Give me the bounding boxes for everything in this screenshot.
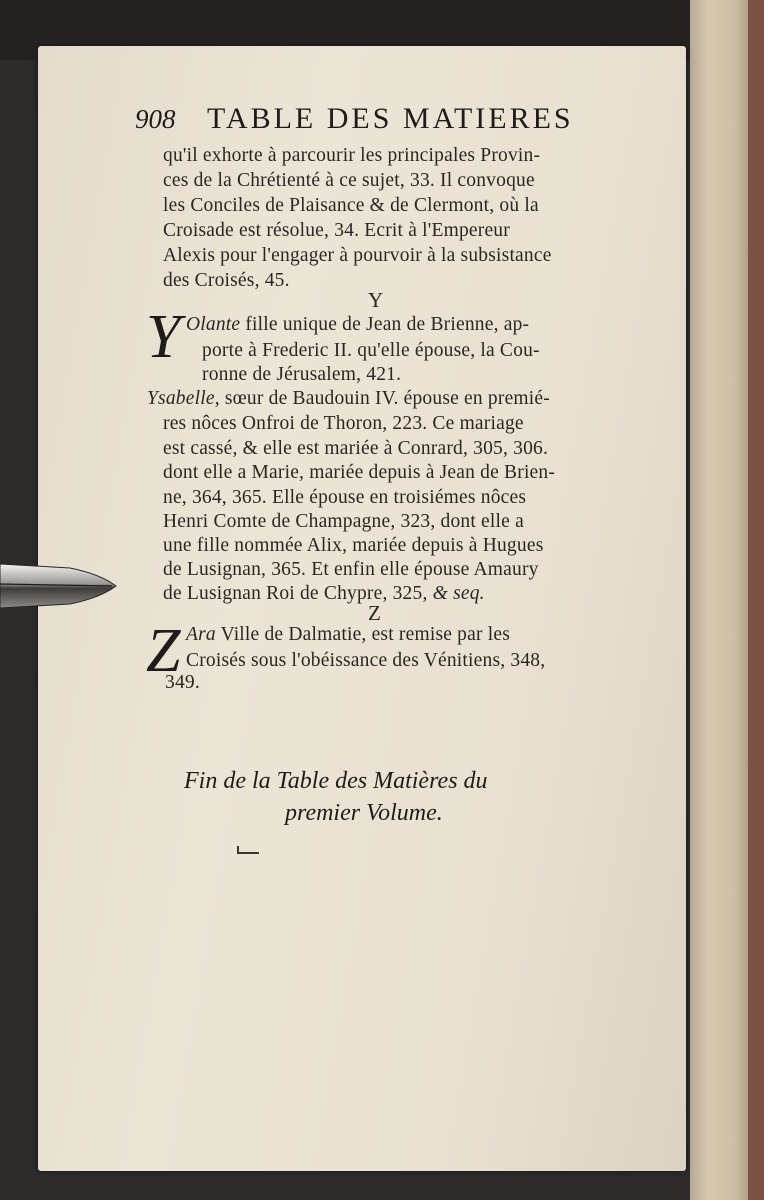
page-number: 908 bbox=[135, 104, 176, 134]
text-line bbox=[163, 583, 485, 605]
end-note-line-2: premier Volume. bbox=[285, 800, 443, 826]
index-entry-ysabelle bbox=[147, 388, 550, 410]
entry-text: Ville de Dalmatie, est remise par les bbox=[215, 624, 510, 645]
entry-keyword: Ara bbox=[186, 624, 216, 645]
bookmark-pointer-icon bbox=[0, 560, 118, 612]
text-line: res nôces Onfroi de Thoron, 223. Ce mariage bbox=[163, 413, 524, 434]
text-line: des Croisés, 45. bbox=[163, 270, 290, 291]
text-line: est cassé, & elle est mariée à Conrard, 305, 306. bbox=[163, 438, 549, 459]
entry-keyword: Olante bbox=[186, 314, 241, 335]
text-line: 349. bbox=[165, 672, 200, 693]
entry-text: , sœur de Baudouin IV. épouse en premié- bbox=[214, 388, 550, 409]
text-line: les Conciles de Plaisance & de Clermont, où la bbox=[163, 195, 539, 216]
index-entry-zara bbox=[186, 624, 510, 646]
entry-text: de Lusignan Roi de Chypre, 325, bbox=[163, 583, 433, 604]
page-header bbox=[135, 100, 585, 140]
section-letter-y: Y bbox=[368, 288, 384, 312]
text-line: Croisade est résolue, 34. Ecrit à l'Empereur bbox=[163, 220, 510, 241]
printer-mark bbox=[237, 846, 259, 854]
text-line: ronne de Jérusalem, 421. bbox=[202, 364, 402, 385]
book-cover-edge bbox=[748, 0, 764, 1200]
entry-text-italic: & seq. bbox=[432, 583, 485, 604]
entry-keyword: Ysabelle bbox=[147, 388, 215, 409]
text-line: Croisés sous l'obéissance des Vénitiens, 348, bbox=[186, 650, 546, 671]
index-entry-yolante bbox=[186, 314, 529, 336]
text-line: dont elle a Marie, mariée depuis à Jean de Brien- bbox=[163, 462, 556, 483]
text-line: Alexis pour l'engager à pourvoir à la subsistance bbox=[163, 245, 552, 266]
text-line: de Lusignan, 365. Et enfin elle épouse Amaury bbox=[163, 559, 539, 580]
text-line: une fille nommée Alix, mariée depuis à Hugues bbox=[163, 535, 544, 556]
text-line: qu'il exhorte à parcourir les principales Provin- bbox=[163, 145, 541, 166]
entry-text: fille unique de Jean de Brienne, ap- bbox=[240, 314, 530, 335]
text-line: porte à Frederic II. qu'elle épouse, la Cou- bbox=[202, 340, 540, 361]
section-letter-z: Z bbox=[368, 601, 381, 625]
drop-capital-z: Z bbox=[146, 617, 181, 685]
text-line: Henri Comte de Champagne, 323, dont elle a bbox=[163, 511, 524, 532]
page-title: TABLE DES MATIERES bbox=[207, 102, 574, 135]
end-note-line-1: Fin de la Table des Matières du bbox=[184, 768, 488, 794]
drop-capital-y: Y bbox=[146, 303, 181, 371]
text-line: ne, 364, 365. Elle épouse en troisiémes nôces bbox=[163, 487, 527, 508]
text-line: ces de la Chrétienté à ce sujet, 33. Il convoque bbox=[163, 170, 535, 191]
